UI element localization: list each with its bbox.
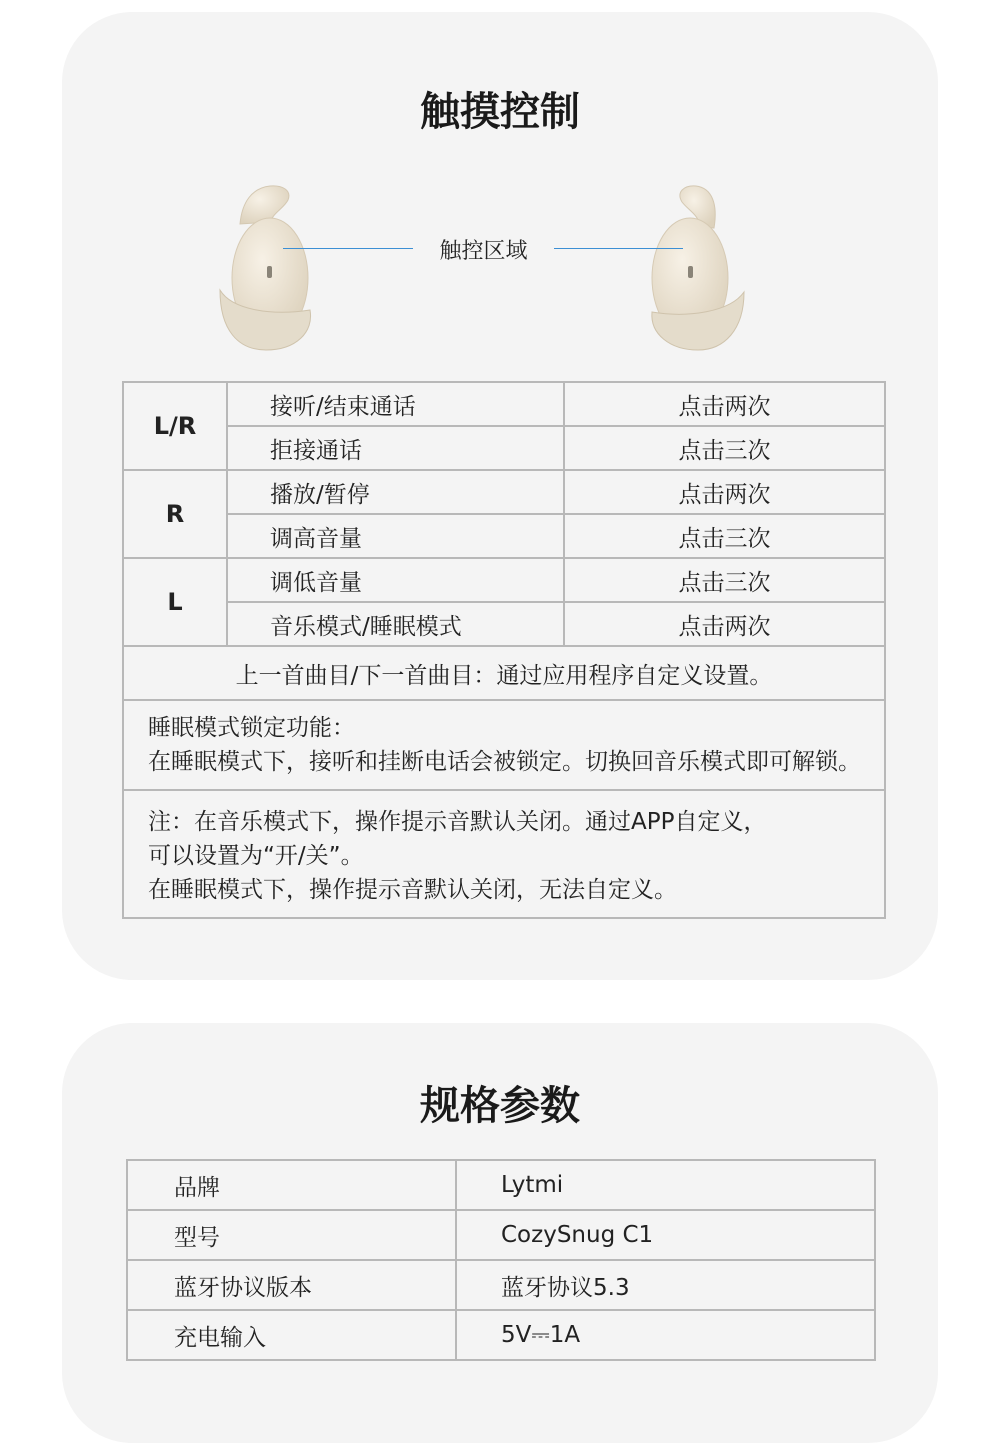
tap-cell: 点击两次	[564, 382, 885, 426]
table-row	[127, 1160, 875, 1210]
spec-key: 品牌	[127, 1160, 456, 1210]
specs-title: 规格参数	[420, 1083, 580, 1129]
table-row	[123, 558, 885, 602]
function-cell: 调高音量	[227, 514, 564, 558]
function-cell: 调低音量	[227, 558, 564, 602]
table-row	[127, 1210, 875, 1260]
table-row	[123, 790, 885, 918]
note-line: 注：在音乐模式下，操作提示音默认关闭。通过APP自定义，	[148, 809, 767, 835]
spec-key: 充电输入	[127, 1310, 456, 1360]
tap-cell: 点击三次	[564, 558, 885, 602]
left-earbud-icon	[212, 182, 322, 354]
table-row	[123, 426, 885, 470]
note-line: 可以设置为“开/关”。	[148, 843, 364, 869]
side-label: R	[123, 470, 227, 558]
table-row	[123, 700, 885, 790]
right-earbud-icon	[632, 182, 748, 354]
tap-cell: 点击两次	[564, 602, 885, 646]
touch-control-title: 触摸控制	[420, 89, 580, 135]
function-cell: 播放/暂停	[227, 470, 564, 514]
tap-cell: 点击三次	[564, 426, 885, 470]
table-row	[123, 470, 885, 514]
leader-line-right	[554, 248, 683, 249]
specs-table	[126, 1159, 876, 1361]
spec-key: 型号	[127, 1210, 456, 1260]
sleep-lock-note	[123, 700, 885, 790]
function-cell: 拒接通话	[227, 426, 564, 470]
prompt-tone-note	[123, 790, 885, 918]
track-note: 上一首曲目/下一首曲目：通过应用程序自定义设置。	[123, 646, 885, 700]
spec-value: Lytmi	[456, 1160, 875, 1210]
touch-control-table	[122, 381, 886, 919]
note-line: 睡眠模式锁定功能：	[148, 715, 355, 741]
spec-value: CozySnug C1	[456, 1210, 875, 1260]
side-label: L/R	[123, 382, 227, 470]
tap-cell: 点击三次	[564, 514, 885, 558]
spec-key: 蓝牙协议版本	[127, 1260, 456, 1310]
tap-cell: 点击两次	[564, 470, 885, 514]
table-row	[123, 382, 885, 426]
function-cell: 音乐模式/睡眠模式	[227, 602, 564, 646]
side-label: L	[123, 558, 227, 646]
table-row	[123, 646, 885, 700]
function-cell: 接听/结束通话	[227, 382, 564, 426]
table-row	[127, 1260, 875, 1310]
touch-area-label: 触控区域	[439, 239, 528, 264]
table-row	[123, 602, 885, 646]
spec-value: 5V⎓1A	[456, 1310, 875, 1360]
table-row	[123, 514, 885, 558]
note-line: 在睡眠模式下，操作提示音默认关闭，无法自定义。	[148, 877, 677, 903]
table-row	[127, 1310, 875, 1360]
leader-line-left	[283, 248, 413, 249]
spec-value: 蓝牙协议5.3	[456, 1260, 875, 1310]
note-line: 在睡眠模式下，接听和挂断电话会被锁定。切换回音乐模式即可解锁。	[148, 749, 861, 775]
